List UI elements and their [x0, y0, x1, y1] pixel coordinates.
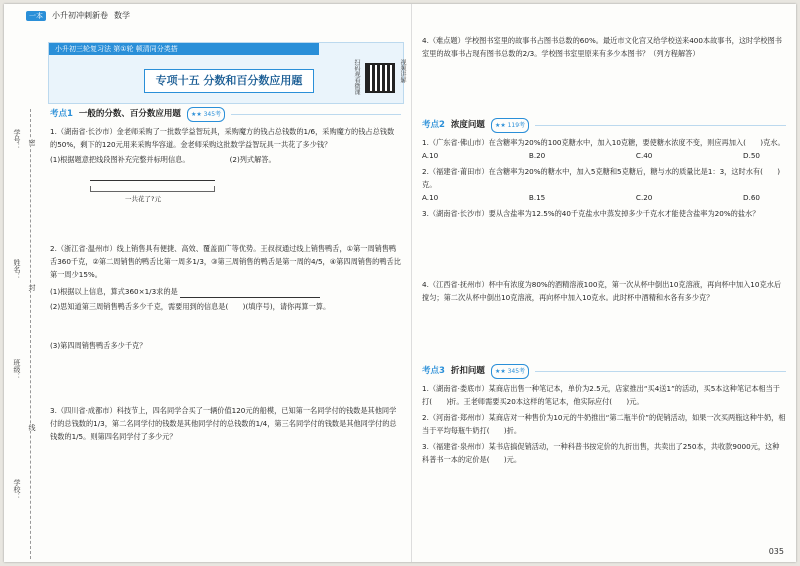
question-text: 2.（浙江省·温州市）线上销售具有便捷、高效、覆盖面广等优势。王叔叔通过线上销售鸭舌，①第一周销售鸭舌360千克，②第二周销售的鸭舌比第一周多1/3，③第三周销售的鸭舌是第一周的4/5，④第四周销售的鸭舌比第一周少15%。 [50, 244, 401, 279]
subquestion-2: (2)列式解答。 [229, 155, 276, 164]
running-header [26, 10, 130, 21]
option-b[interactable]: B.20 [528, 151, 546, 160]
page-title: 专项十五 分数和百分数应用题 [144, 69, 314, 93]
question-text: 1.（湖南省·长沙市）金老师采购了一批数学益智玩具，采购魔方的钱占总钱数的1/6，采购魔方的钱占总钱数的50%，剩下的120元用来采购华容道。金老师采购这批数学益智玩具一共花了多少钱？ [50, 127, 395, 149]
option-c[interactable]: C.40 [635, 151, 653, 160]
option-d[interactable]: D.50 [743, 151, 760, 160]
review-strip: 小升初三轮复习法 第①轮 顿清同分类搭 [49, 43, 319, 55]
answer-line[interactable] [180, 289, 320, 298]
section-header [422, 118, 786, 133]
subject: 数学 [114, 11, 130, 20]
qr-code-icon[interactable] [365, 63, 395, 93]
question-4: 4.（难点题）学校图书室里的故事书占图书总数的60%。最近市文化宫又给学校送来400本故事书，这时学校图书室里的故事书占现有图书总数的2/3。学校图书室里原来有多少本图书？（列方程解答） [422, 36, 782, 58]
section-number: 考点2 [422, 120, 445, 130]
frequency-badge: ★★ 119考 [491, 118, 529, 133]
series-name: 小升初冲刺新卷 [52, 11, 108, 20]
seal-mark-2: 封 [28, 284, 36, 291]
question-1 [50, 125, 401, 206]
right-page [414, 4, 796, 562]
series-badge: 一本 [26, 11, 46, 21]
concentration-question-1 [422, 136, 786, 162]
question-text: 2.（福建省·莆田市）在含糖率为20%的糖水中，加入5克糖和5克糖后，糖与水的质量比是1：3，这时水有( )克。 [422, 167, 781, 189]
subquestion-1: (1)根据题意把线段图补充完整并标明信息。 [50, 155, 190, 164]
spine [411, 4, 412, 562]
qr-label-right: 视频讲解 [399, 59, 406, 83]
discount-question-2: 2.（河南省·郑州市）某商店对一种售价为10元的牛奶推出“第二瓶半价”的促销活动，如果一次买两瓶这种牛奶，相当于平均每瓶牛奶打( )折。 [422, 413, 786, 435]
school-label: 学校： [13, 479, 21, 500]
name-label: 姓名： [13, 259, 21, 280]
workbook-spread [4, 4, 796, 562]
option-a[interactable]: A.10 [422, 151, 439, 160]
binding-sidebar [4, 109, 44, 559]
section-header [422, 364, 786, 379]
section-title: 浓度问题 [450, 120, 485, 130]
subquestion-1: (1)根据以上信息，算式360×1/3求的是 [50, 287, 178, 296]
question-text: 1.（广东省·佛山市）在含糖率为20%的100克糖水中，加入10克糖，要使糖水浓度不变，则应再加入( )克水。 [422, 138, 785, 147]
page-number: 035 [768, 547, 784, 556]
question-text: 3.（四川省·成都市）科技节上，四名同学合买了一辆价值120元的船模，已知第一名同学付的钱数是其他同学付的总钱数的1/3，第二名同学付的钱数是其他同学付的总钱数的1/4，第三名同学付的钱数是其他同学付的总钱数的1/5。则第四名同学付了多少元？ [50, 406, 397, 441]
diagram-label: 一共花了?元 [125, 195, 161, 203]
section-header [50, 107, 401, 122]
section-title: 一般的分数、百分数应用题 [78, 109, 181, 119]
option-b[interactable]: B.15 [528, 193, 546, 202]
left-page [4, 4, 409, 562]
left-content [50, 107, 401, 443]
frequency-badge: ★★ 345考 [187, 107, 225, 122]
concentration-question-4: 4.（江西省·抚州市）杯中有浓度为80%的酒精溶液100克，第一次从杯中倒出10克溶液，再向杯中加入10克水后搅匀；第二次从杯中倒出10克溶液，再向杯中加入10克水。此时杯中酒精和水各有多少克？ [422, 280, 782, 302]
option-c[interactable]: C.20 [635, 193, 653, 202]
discount-question-1: 1.（湖南省·娄底市）某商店出售一种笔记本，单价为2.5元，店家推出“买4送1”的活动，买5本这种笔记本相当于打( )折。王老师需要买20本这样的笔记本，他实际应付( )元。 [422, 384, 780, 406]
section-title: 折扣问题 [450, 366, 485, 376]
option-a[interactable]: A.10 [422, 193, 439, 202]
qr-label-left: 扫码观看微课 [353, 59, 360, 95]
title-banner [48, 42, 404, 104]
class-label: 班级： [13, 359, 21, 380]
student-number-label: 学号： [13, 129, 21, 150]
seal-mark-1: 密 [28, 139, 36, 146]
brace [90, 186, 215, 192]
discount-question-3: 3.（福建省·泉州市）某书店搞促销活动，一种科普书按定价的九折出售，共卖出了250本，共收款9000元，这种科普书一本的定价是( )元。 [422, 442, 780, 464]
question-3 [50, 404, 401, 443]
cut-line [30, 109, 31, 559]
subquestion-2: (2)思知道第三周销售鸭舌多少千克，需要用到的信息是( )(填序号)，请你再算一算。 [50, 302, 331, 311]
question-2 [50, 242, 401, 352]
seal-mark-3: 线 [28, 424, 36, 431]
section-number: 考点3 [422, 366, 445, 376]
right-content [422, 34, 786, 466]
section-number: 考点1 [50, 109, 73, 119]
subquestion-3: (3)第四周销售鸭舌多少千克？ [50, 341, 147, 350]
concentration-question-2 [422, 165, 786, 204]
frequency-badge: ★★ 345考 [491, 364, 529, 379]
concentration-question-3: 3.（湖南省·长沙市）要从含盐率为12.5%的40千克盐水中蒸发掉多少千克水才能使含盐率为20%的盐水？ [422, 209, 760, 218]
line-segment-diagram [90, 180, 215, 181]
option-d[interactable]: D.60 [743, 193, 760, 202]
